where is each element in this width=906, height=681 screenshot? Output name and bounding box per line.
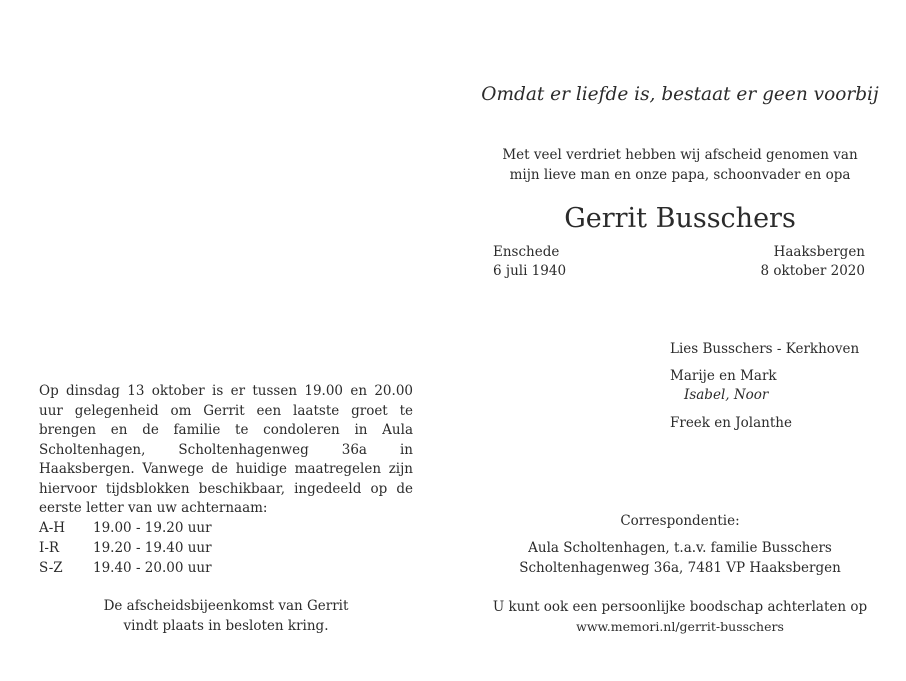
death-place: Haaksbergen: [773, 244, 865, 260]
memori-message: [480, 597, 880, 637]
motto: Omdat er liefde is, bestaat er geen voorbij: [481, 84, 879, 105]
time-block-row: [39, 558, 212, 578]
time-block-row: [39, 538, 212, 558]
deceased-name: Gerrit Busschers: [564, 203, 796, 234]
farewell-line-2: vindt plaats in besloten kring.: [123, 618, 329, 634]
birth-info: [493, 243, 566, 281]
intro-line-2: mijn lieve man en onze papa, schoonvader en opa: [509, 167, 851, 183]
time-block-letters: A-H: [39, 520, 66, 536]
correspondence-line-2: Scholtenhagenweg 36a, 7481 VP Haaksbergen: [519, 560, 841, 576]
family-grandchildren: Isabel, Noor: [684, 387, 769, 403]
family-child-2: Freek en Jolanthe: [670, 415, 792, 431]
correspondence-line-1: Aula Scholtenhagen, t.a.v. familie Busschers: [528, 540, 832, 556]
visitation-text: Op dinsdag 13 oktober is er tussen 19.00 en 20.00 uur gelegenheid om Gerrit een laatste groet te brengen en de familie te condoleren in Aula Scholtenhagen, Scholtenhagenweg 36a in Haaksbergen. Vanwege de huidige maatregelen zijn hiervoor tijdsblokken beschikbaar, ingedeeld op de eerste letter van uw achternaam:: [39, 383, 413, 516]
correspondence-address: [480, 538, 880, 578]
family-child-1-names: Marije en Mark: [670, 368, 777, 384]
time-block-row: [39, 518, 212, 538]
birth-place: Enschede: [493, 244, 560, 260]
death-info: [761, 243, 865, 281]
time-block-time: 19.20 - 19.40 uur: [93, 540, 212, 556]
memori-text: U kunt ook een persoonlijke boodschap achterlaten op: [492, 599, 868, 615]
family-child-1: [670, 367, 777, 405]
family-spouse: Lies Busschers - Kerkhoven: [670, 341, 860, 357]
time-blocks: [39, 518, 212, 578]
death-date: 8 oktober 2020: [760, 263, 865, 279]
intro-text: [480, 145, 880, 185]
farewell-line-1: De afscheidsbijeenkomst van Gerrit: [103, 598, 349, 614]
time-block-time: 19.40 - 20.00 uur: [93, 560, 212, 576]
correspondence-label: Correspondentie:: [620, 513, 740, 529]
farewell-notice: [39, 596, 413, 636]
memori-link[interactable]: www.memori.nl/gerrit-busschers: [576, 619, 784, 634]
time-block-letters: I-R: [39, 540, 60, 556]
time-block-letters: S-Z: [39, 560, 63, 576]
intro-line-1: Met veel verdriet hebben wij afscheid genomen van: [502, 147, 858, 163]
birth-date: 6 juli 1940: [493, 263, 567, 279]
time-block-time: 19.00 - 19.20 uur: [93, 520, 212, 536]
